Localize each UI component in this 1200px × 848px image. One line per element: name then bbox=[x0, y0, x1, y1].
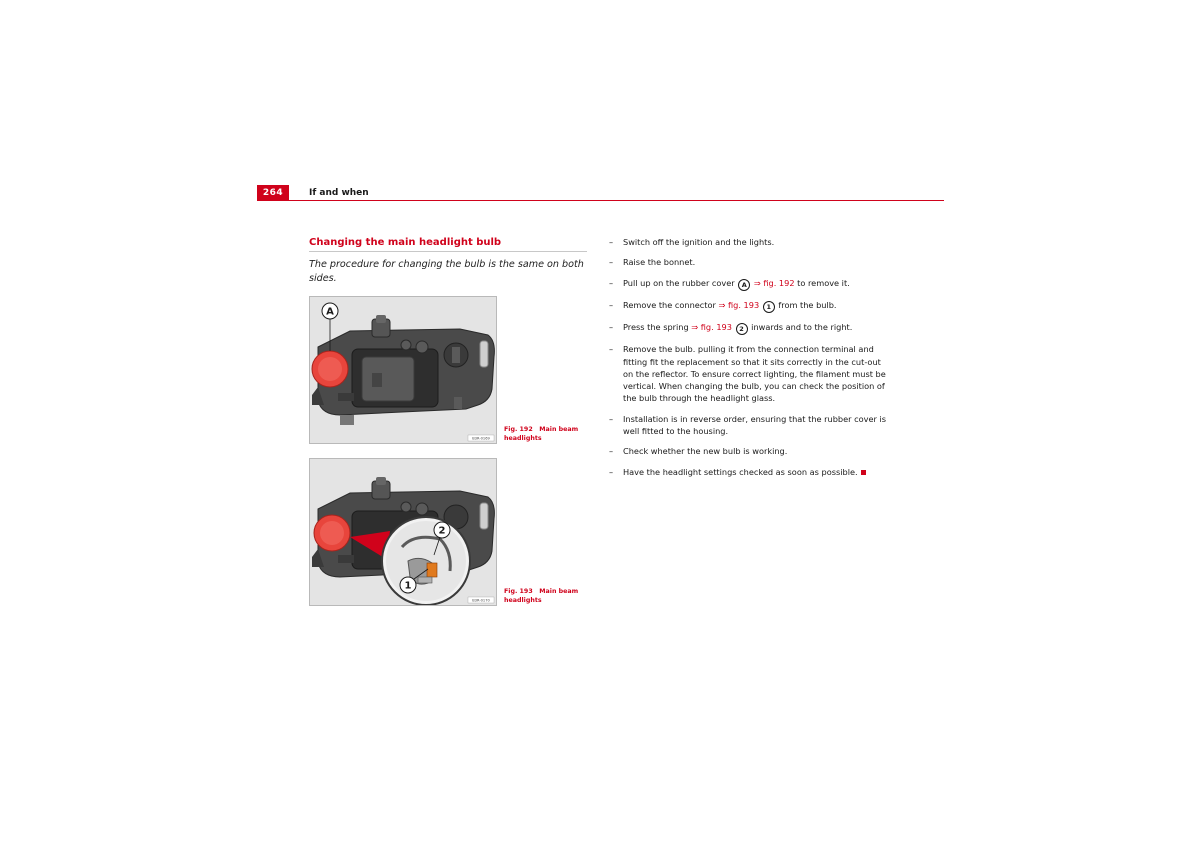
step-text: to remove it. bbox=[797, 277, 850, 288]
section-divider bbox=[309, 251, 587, 252]
step-text: Switch off the ignition and the lights. bbox=[623, 237, 775, 247]
step-dash: – bbox=[609, 322, 614, 333]
instruction-steps bbox=[609, 236, 891, 486]
step-text: Press the spring bbox=[623, 322, 689, 333]
section-intro: The procedure for changing the bulb is the same on both sides. bbox=[309, 259, 584, 284]
figure-code: B3R-0170 bbox=[472, 598, 490, 603]
step-text: Installation is in reverse order, ensuring that the rubber cover is well fitted to the housing. bbox=[623, 413, 887, 436]
step-dash: – bbox=[609, 466, 614, 477]
figure-192-title-line2: headlights bbox=[504, 434, 542, 442]
figure-192-caption bbox=[504, 426, 578, 443]
section-title: Changing the main headlight bulb bbox=[309, 237, 502, 248]
header-rule bbox=[257, 200, 944, 201]
figure-192-headlight-illustration bbox=[309, 296, 497, 444]
figure-link[interactable]: ⇒ fig. 192 bbox=[753, 277, 795, 288]
step-text: inwards and to the right. bbox=[751, 322, 853, 333]
step-dash: – bbox=[609, 299, 614, 310]
figure-193-caption bbox=[504, 588, 578, 605]
figure-192-number: Fig. 192 bbox=[504, 426, 533, 433]
figure-192-title-line1: Main beam bbox=[539, 426, 579, 433]
callout-tag: 1 bbox=[763, 301, 775, 313]
figure-link[interactable]: ⇒ fig. 193 bbox=[718, 299, 760, 310]
step-item bbox=[609, 413, 891, 437]
step-dash: – bbox=[609, 413, 614, 424]
figure-193-number: Fig. 193 bbox=[504, 588, 533, 595]
step-text: Check whether the new bulb is working. bbox=[623, 446, 788, 457]
section-end-marker bbox=[861, 470, 866, 475]
step-item bbox=[609, 277, 891, 291]
step-item bbox=[609, 236, 891, 248]
step-dash: – bbox=[609, 277, 614, 288]
step-item bbox=[609, 343, 891, 404]
callout-tag: 2 bbox=[736, 323, 748, 335]
step-item bbox=[609, 256, 891, 268]
step-item bbox=[609, 321, 891, 335]
figure-link[interactable]: ⇒ fig. 193 bbox=[691, 322, 732, 333]
step-text: Remove the bulb. pulling it from the connection terminal and fitting fit the replacement so that it sits correctly in the cut-out on the reflector. To ensure correct lighting, the filament must be vertical. When changing the bulb, you can check the position of the bulb through the headlight glass. bbox=[623, 344, 886, 404]
step-text: Have the headlight settings checked as soon as possible. bbox=[623, 466, 858, 477]
page-number: 264 bbox=[257, 185, 289, 201]
step-text: Remove the connector bbox=[623, 299, 716, 310]
figure-193-title-line1: Main beam bbox=[539, 588, 579, 595]
callout-1: 1 bbox=[404, 580, 412, 592]
step-item bbox=[609, 466, 891, 478]
chapter-title: If and when bbox=[309, 188, 369, 198]
step-dash: – bbox=[609, 237, 614, 247]
figure-193-title-line2: headlights bbox=[504, 596, 542, 604]
step-dash: – bbox=[609, 446, 614, 457]
step-dash: – bbox=[609, 257, 614, 268]
step-text: Raise the bonnet. bbox=[623, 257, 696, 268]
step-text: from the bulb. bbox=[778, 299, 837, 310]
figure-193-headlight-illustration bbox=[309, 458, 497, 606]
step-item bbox=[609, 299, 891, 313]
step-item bbox=[609, 445, 891, 457]
callout-a: A bbox=[326, 306, 334, 318]
step-dash: – bbox=[609, 344, 614, 355]
figure-code: B3R-0169 bbox=[472, 436, 490, 441]
step-text: Pull up on the rubber cover bbox=[623, 277, 735, 288]
callout-2: 2 bbox=[438, 525, 446, 537]
callout-tag: A bbox=[738, 279, 750, 291]
